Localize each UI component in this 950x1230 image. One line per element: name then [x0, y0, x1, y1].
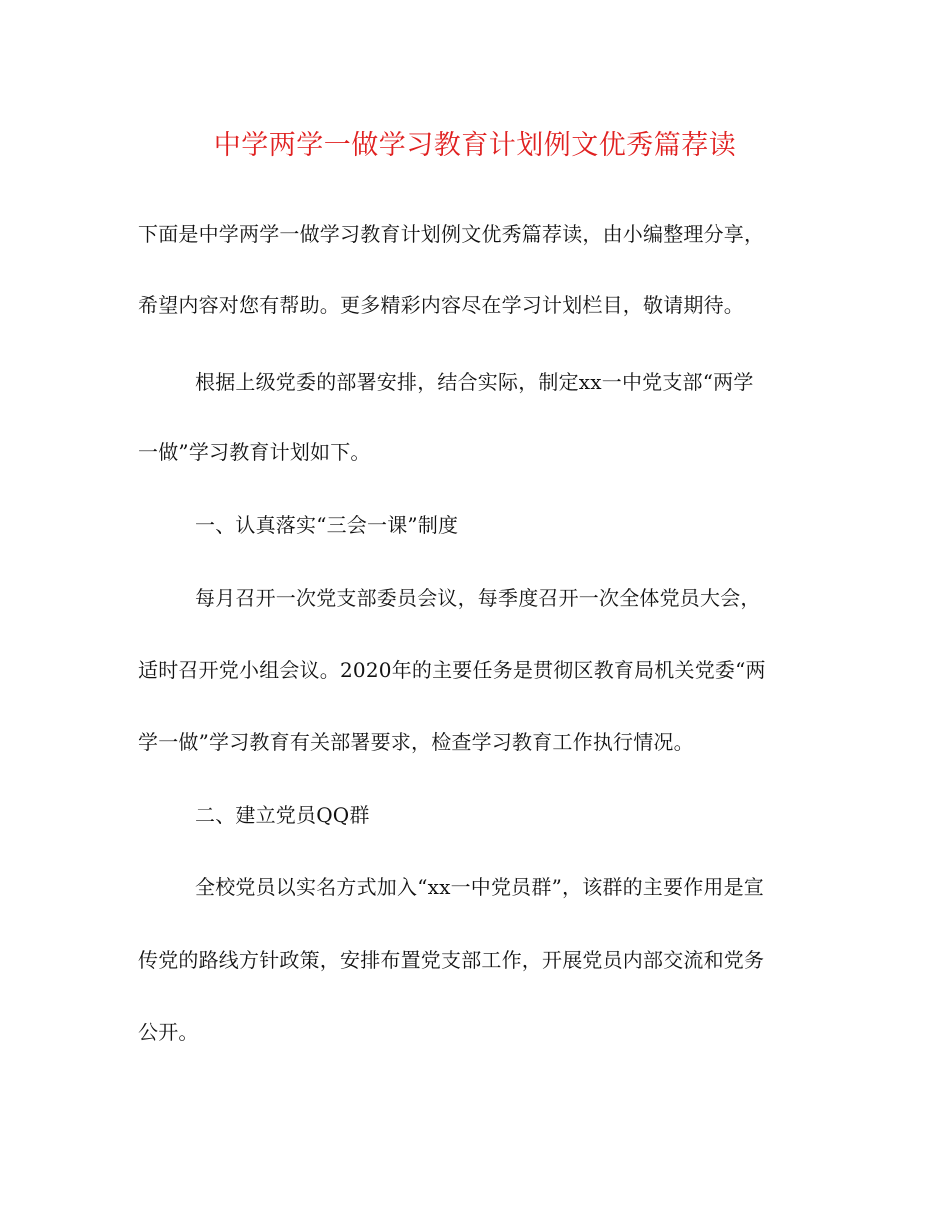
paragraph-qq-line-3: 公开。	[138, 1020, 199, 1044]
section-heading-1: 一、认真落实“三会一课”制度	[195, 513, 459, 537]
section-heading-2: 二、建立党员QQ群	[195, 803, 370, 827]
paragraph-plan-line-2: 一做”学习教育计划如下。	[138, 440, 371, 464]
paragraph-plan-line-1: 根据上级党委的部署安排，结合实际，制定xx一中党支部“两学	[195, 370, 754, 394]
paragraph-meetings-line-2: 适时召开党小组会议。2020年的主要任务是贯彻区教育局机关党委“两	[138, 658, 766, 682]
paragraph-meetings-line-1: 每月召开一次党支部委员会议，每季度召开一次全体党员大会，	[195, 586, 761, 610]
paragraph-meetings-line-3: 学一做”学习教育有关部署要求，检查学习教育工作执行情况。	[138, 730, 694, 754]
paragraph-qq-line-2: 传党的路线方针政策，安排布置党支部工作，开展党员内部交流和党务	[138, 948, 765, 972]
paragraph-intro-line-1: 下面是中学两学一做学习教育计划例文优秀篇荐读，由小编整理分享，	[138, 222, 765, 246]
document-title: 中学两学一做学习教育计划例文优秀篇荐读	[213, 130, 737, 161]
paragraph-qq-line-1: 全校党员以实名方式加入“xx一中党员群”，该群的主要作用是宣	[195, 875, 765, 899]
paragraph-intro-line-2: 希望内容对您有帮助。更多精彩内容尽在学习计划栏目，敬请期待。	[138, 293, 744, 317]
